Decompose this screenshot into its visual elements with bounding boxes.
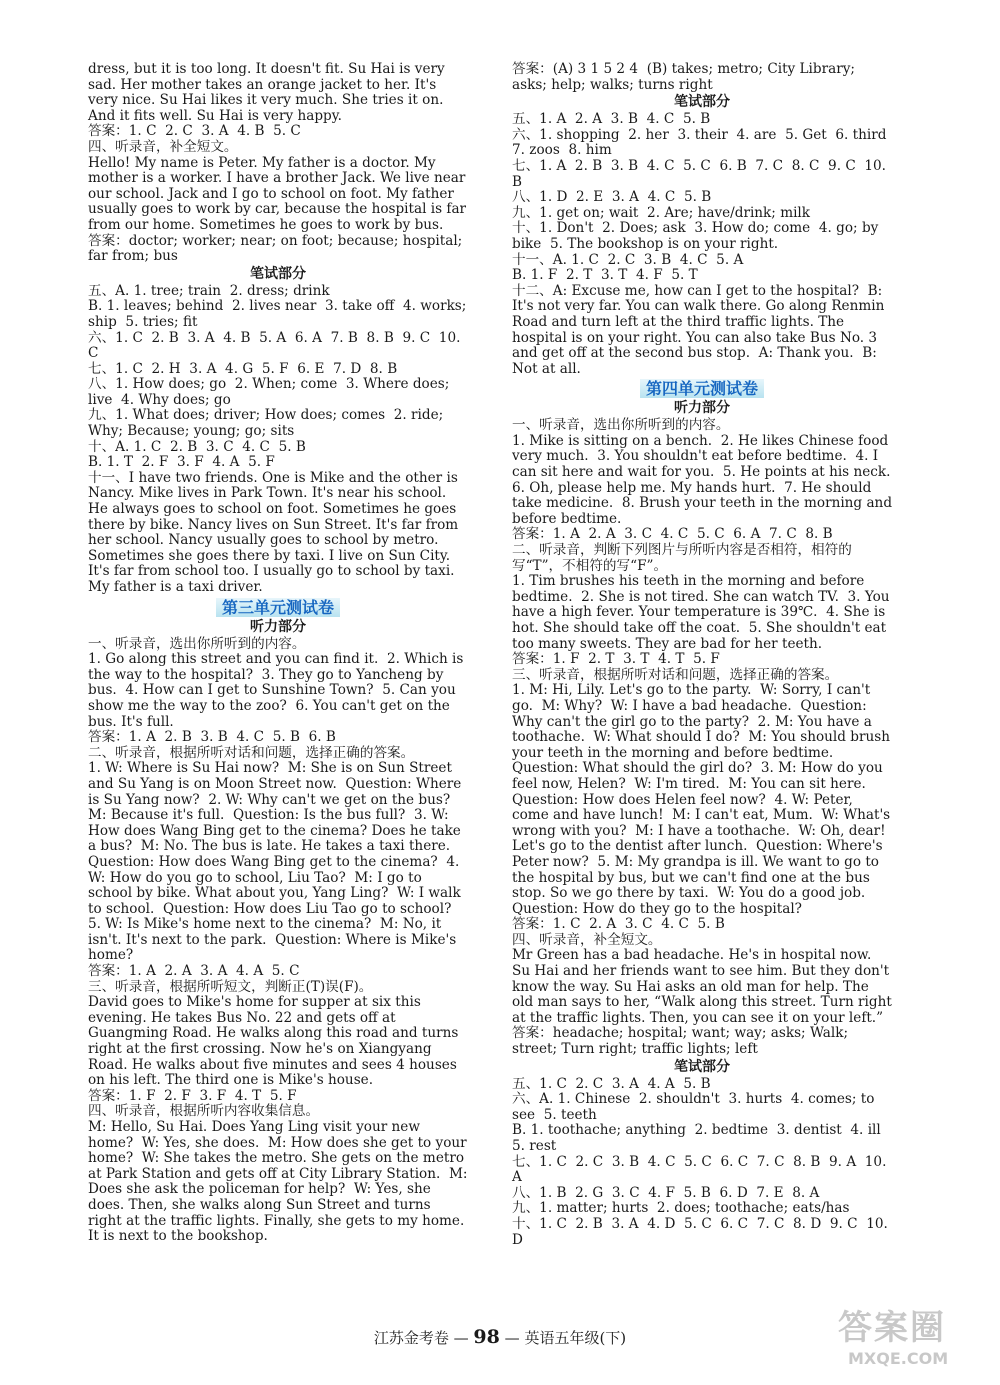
answer-line: 八、1. How does; go 2. When; come 3. Where does; live 4. Why does; go	[88, 376, 454, 408]
answer-line: M: Hello, Su Hai. Does Yang Ling visit your new home? W: Yes, she does. M: How does she get to your home? W: She takes the metro. She gets on the metro at Park Station and gets off at City Library Station. M: Does she ask the policeman for help? W: Yes, she does. Then, she walks along Sun Street and turns right at the traffic lights. Finally, she gets to my home. It is next to the bookshop.	[88, 1119, 472, 1245]
answer-line: 五、A. 1. tree; train 2. dress; drink	[88, 282, 330, 299]
answer-line: 六、1. shopping 2. her 3. their 4. are 5. Get 6. third 7. zoos 8. him	[512, 126, 896, 159]
answer-line: 答案：1. A 2. A 3. A 4. A 5. C	[88, 963, 300, 980]
answer-line: 答案：1. A 2. A 3. C 4. C 5. C 6. A 7. C 8. B	[512, 526, 833, 543]
section-heading: 笔试部分	[674, 94, 730, 111]
watermark-sub: MXQE.COM	[848, 1349, 949, 1368]
answer-line: 九、1. get on; wait 2. Are; have/drink; milk	[512, 204, 811, 221]
answer-line: B. 1. toothache; anything 2. bedtime 3. dentist 4. ill 5. rest	[512, 1122, 890, 1154]
section-heading: 听力部分	[674, 400, 730, 417]
unit-title-text: 第四单元测试卷	[640, 379, 764, 398]
answer-line: 七、1. A 2. B 3. B 4. C 5. C 6. B 7. C 8. C 9. C 10. B	[512, 157, 891, 190]
answer-line: 1. Mike is sitting on a bench. 2. He likes Chinese food very much. 3. You shouldn't eat before bedtime. 4. I can sit here and wait for you. 5. He points at his neck. 6. Oh, please help me. My hands hurt. 7. He should take medicine. 8. Brush your teeth in the morning and before bedtime.	[512, 432, 900, 527]
answer-line: 十、1. Don't 2. Does; ask 3. How do; come 4. go; by bike 5. The bookshop is on your right.	[512, 220, 883, 252]
answer-line: 七、1. C 2. C 3. B 4. C 5. C 6. C 7. C 8. B 9. A 10. A	[512, 1153, 891, 1186]
answer-line: 七、1. C 2. H 3. A 4. G 5. F 6. E 7. D 8. B	[88, 360, 398, 377]
answer-line: 四、听录音，根据所听内容收集信息。	[88, 1103, 320, 1120]
answer-line: 四、听录音，补全短文。	[88, 138, 238, 155]
section-heading: 笔试部分	[674, 1058, 730, 1075]
answer-line: B. 1. F 2. T 3. T 4. F 5. T	[512, 267, 698, 284]
answer-line: dress, but it is too long. It doesn't fit. Su Hai is very sad. Her mother takes an orange jacket to her. It's very nice. Su Hai likes it very much. She tries it on. And it fits well. Su Hai is very happy.	[88, 61, 450, 124]
answer-line: Hello! My name is Peter. My father is a doctor. My mother is a worker. I have a brother Jack. We live near our school. Jack and I go to school on foot. My father usually goes to work by car, because the hospital is far from our home. Sometimes he goes to work by bus.	[88, 154, 471, 233]
answer-line: 六、1. C 2. B 3. A 4. B 5. A 6. A 7. B 8. B 9. C 10. C	[88, 329, 465, 362]
answer-line: 答案：doctor; worker; near; on foot; because; hospital; far from; bus	[88, 232, 467, 265]
answer-line: 答案：1. C 2. A 3. C 4. C 5. B	[512, 916, 725, 933]
answer-line: 一、听录音，选出你所听到的内容。	[512, 417, 730, 434]
answer-line: 三、听录音，根据所听对话和问题，选择正确的答案。	[512, 666, 839, 683]
watermark-main: 答案圈	[838, 1308, 946, 1348]
answer-line: 答案：1. F 2. F 3. F 4. T 5. F	[88, 1087, 297, 1104]
answer-line: Mr Green has a bad headache. He's in hospital now. Su Hai and her friends want to see him. But they don't know the way. Su Hai asks an old man for help. The old man says to her, “Walk along this street. Turn right at the traffic lights. Then, you can see it on your left.”	[512, 947, 897, 1026]
page-number: 98	[473, 1326, 500, 1348]
answer-line: 十、A. 1. C 2. B 3. C 4. C 5. B	[88, 438, 306, 455]
section-heading: 听力部分	[250, 618, 306, 635]
answer-line: 1. Tim brushes his teeth in the morning and before bedtime. 2. She is not tired. She can watch TV. 3. You have a high fever. Your temperature is 39℃. 4. She is hot. She should take off the coat. 5. She shouldn't eat too many sweets. They are bad for her teeth.	[512, 573, 894, 652]
answer-line: 三、听录音，根据所听短文，判断正(T)误(F)。	[88, 978, 373, 995]
answer-line: 1. W: Where is Su Hai now? M: She is on Sun Street and Su Yang is on Moon Street now. Question: Where is Su Yang now? 2. W: Why can't we get on the bus? M: Because it's full. Question: Is the bus full? 3. W: How does Wang Bing get to the cinema? Does he take a bus? M: No. The bus is late. He takes a taxi there. Question: How does Wang Bing get to the cinema? 4. W: How do you go to school, Liu Tao? M: I go to school by bike. What about you, Yang Ling? W: I walk to school. Question: How does Liu Tao go to school? 5. W: Is Mike's home next to the cinema? M: No, it isn't. It's next to the park. Question: Where is Mike's home?	[88, 760, 466, 964]
answer-line: 五、1. A 2. A 3. B 4. C 5. B	[512, 111, 711, 128]
right-column	[512, 61, 900, 1248]
answer-line: 五、1. C 2. C 3. A 4. A 5. B	[512, 1075, 711, 1092]
answer-line: B. 1. leaves; behind 2. lives near 3. take off 4. works; ship 5. tries; fit	[88, 298, 471, 330]
watermark-logo	[838, 1300, 988, 1380]
answer-line: 十二、A: Excuse me, how can I get to the hospital? B: It's not very far. You can walk there. Go along Renmin Road and turn left at the third traffic lights. The hospital is on your right. You can also take Bus No. 3 and get off at the second bus stop. A: Thank you. B: Not at all.	[512, 282, 889, 377]
footer-subject: 英语五年级(下)	[524, 1329, 627, 1347]
left-column	[88, 61, 472, 1245]
answer-line: 答案：(A) 3 1 5 2 4 (B) takes; metro; City Library; asks; help; walks; turns right	[512, 61, 860, 93]
answer-line: 八、1. D 2. E 3. A 4. C 5. B	[512, 189, 712, 206]
answer-line: 六、A. 1. Chinese 2. shouldn't 3. hurts 4. comes; to see 5. teeth	[512, 1091, 879, 1123]
answer-line: 九、1. matter; hurts 2. does; toothache; eats/has	[512, 1200, 850, 1217]
answer-line: 答案：1. F 2. T 3. T 4. T 5. F	[512, 651, 720, 668]
unit-title	[512, 379, 892, 399]
answer-line: 1. Go along this street and you can find it. 2. Which is the way to the hospital? 3. They go to Yancheng by bus. 4. How can I get to Sunshine Town? 5. Can you show me the way to the zoo? 6. You can't get on the bus. It's full.	[88, 651, 468, 730]
answer-line: 十、1. C 2. B 3. A 4. D 5. C 6. C 7. C 8. D 9. C 10. D	[512, 1215, 893, 1248]
footer-publisher: 江苏金考卷	[373, 1329, 449, 1347]
answer-line: 八、1. B 2. G 3. C 4. F 5. B 6. D 7. E 8. A	[512, 1184, 820, 1201]
answer-line: 1. M: Hi, Lily. Let's go to the party. W: Sorry, I can't go. M: Why? W: I have a bad headache. Question: Why can't the girl go to the party? 2. M: You have a toothache. W: What should I do? M: You should brush your teeth in the morning and before bedtime. Question: What should the girl do? 3. M: How do you feel now, Helen? W: I'm tired. M: You can sit here. Question: How does Helen feel now? 4. W: Peter, come and have lunch! M: I can't eat, Mum. W: What's wrong with you? M: I have a toothache. W: Oh, dear! Let's go to the dentist after lunch. Question: Where's Peter now? 5. M: My grandpa is ill. We want to go to the hospital by bus, but we can't find one at the bus stop. So we go there by taxi. W: You do a good job. Question: How do they go to the hospital?	[512, 682, 895, 917]
answer-line: 一、听录音，选出你所听到的内容。	[88, 635, 306, 652]
unit-title-text: 第三单元测试卷	[216, 598, 340, 617]
answer-line: 九、1. What does; driver; How does; comes 2. ride; Why; Because; young; go; sits	[88, 407, 448, 440]
answer-line: 答案：headache; hospital; want; way; asks; Walk; street; Turn right; traffic lights; left	[512, 1025, 853, 1058]
footer-dash-left: —	[453, 1329, 469, 1347]
answer-line: 答案：1. A 2. B 3. B 4. C 5. B 6. B	[88, 729, 336, 746]
section-heading: 笔试部分	[250, 265, 306, 282]
answer-line: 二、听录音，根据所听对话和问题，选择正确的答案。	[88, 744, 415, 761]
answer-line: 十一、A. 1. C 2. C 3. B 4. C 5. A	[512, 251, 744, 268]
answer-line: 二、听录音，判断下列图片与所听内容是否相符，相符的写“T”，不相符的写“F”。	[512, 542, 852, 574]
answer-line: B. 1. T 2. F 3. F 4. A 5. F	[88, 454, 275, 471]
answer-line: David goes to Mike's home for supper at six this evening. He takes Bus No. 22 and gets off at Guangming Road. He walks along this road and turns right at the first crossing. Now he's on Xiangyang Road. He walks about five minutes and sees 4 houses on his left. The third one is Mike's house.	[88, 994, 463, 1089]
unit-title	[88, 598, 468, 618]
answer-line: 四、听录音，补全短文。	[512, 931, 662, 948]
footer-dash-right: —	[504, 1329, 520, 1347]
answer-line: 十一、I have two friends. One is Mike and the other is Nancy. Mike lives in Park Town. It's near his school. He always goes to school on foot. Sometimes he goes there by bike. Nancy lives on Sun Street. It's far from her school. Nancy usually goes to school by metro. Sometimes she goes there by taxi. I live on Sun City. It's far from school too. I usually go to school by taxi. My father is a taxi driver.	[88, 469, 463, 595]
answer-line: 答案：1. C 2. C 3. A 4. B 5. C	[88, 123, 301, 140]
